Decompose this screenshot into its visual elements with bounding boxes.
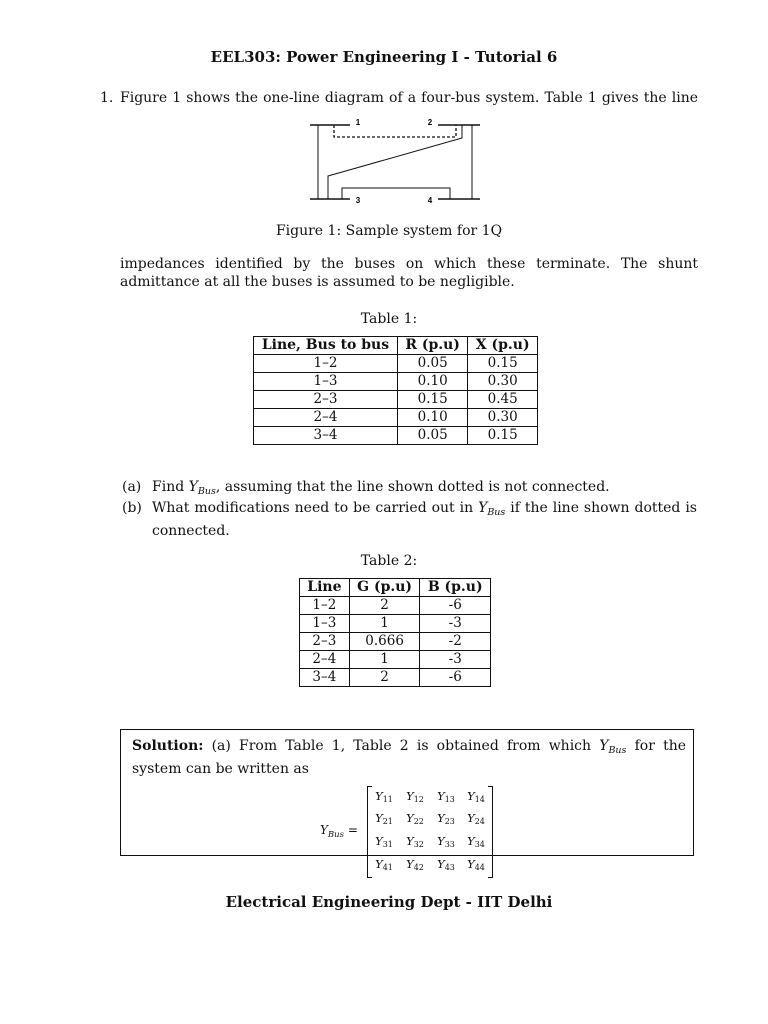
table-cell: 0.45 xyxy=(468,391,538,409)
table-row xyxy=(254,427,538,445)
page-footer: Electrical Engineering Dept - IIT Delhi xyxy=(225,893,553,911)
matrix-cell: Y11 xyxy=(375,789,393,804)
matrix-cell: Y22 xyxy=(406,811,424,826)
table-cell: -3 xyxy=(420,615,491,633)
table-cell: 2–3 xyxy=(254,391,398,409)
table-cell: 2–4 xyxy=(300,651,350,669)
table-cell: -6 xyxy=(420,669,491,687)
table-1-header: R (p.u) xyxy=(397,337,467,355)
matrix-cell: Y21 xyxy=(375,811,393,826)
question-continuation: impedances identified by the buses on which these terminate. The shunt admittance at all the buses is assumed to be negligible. xyxy=(120,256,698,290)
table-2-header: Line xyxy=(300,579,350,597)
matrix-cell: Y14 xyxy=(467,789,485,804)
table-cell: 1 xyxy=(349,615,420,633)
line-1-2-dotted xyxy=(334,125,456,137)
table-cell: 0.15 xyxy=(397,391,467,409)
table-cell: 0.15 xyxy=(468,427,538,445)
matrix-cell: Y31 xyxy=(375,834,393,849)
table-row xyxy=(300,597,491,615)
solution-text: Solution: (a) From Table 1, Table 2 is obtained from which $Y_{Bus}$ for the system can be written as xyxy=(132,738,686,777)
matrix-cell: Y34 xyxy=(467,834,485,849)
table-1-header: X (p.u) xyxy=(468,337,538,355)
table-1 xyxy=(253,336,538,445)
ybus-matrix xyxy=(367,786,493,878)
table-cell: 0.30 xyxy=(468,409,538,427)
table-row xyxy=(254,409,538,427)
matrix-cell: Y32 xyxy=(406,834,424,849)
table-1-caption: Table 1: xyxy=(360,311,418,327)
ybus-lhs: $Y_{Bus}$ = xyxy=(320,823,358,840)
table-cell: 3–4 xyxy=(300,669,350,687)
bus-label-3: 3 xyxy=(355,196,361,205)
table-cell: -2 xyxy=(420,633,491,651)
table-cell: 2–4 xyxy=(254,409,398,427)
one-line-diagram xyxy=(306,116,490,208)
table-2-header: B (p.u) xyxy=(420,579,491,597)
solution-label: Solution: xyxy=(132,738,204,754)
table-cell: 0.10 xyxy=(397,373,467,391)
page-title: EEL303: Power Engineering I - Tutorial 6 xyxy=(210,48,558,66)
part-a-text: Find $Y_{Bus}$, assuming that the line shown dotted is not connected. xyxy=(152,479,610,497)
table-row xyxy=(300,669,491,687)
table-cell: 2–3 xyxy=(300,633,350,651)
table-row xyxy=(300,615,491,633)
table-cell: -3 xyxy=(420,651,491,669)
table-cell: 0.05 xyxy=(397,355,467,373)
table-row xyxy=(254,373,538,391)
table-2-header: G (p.u) xyxy=(349,579,420,597)
question-number: 1. xyxy=(100,90,114,106)
bus-label-4: 4 xyxy=(427,196,433,205)
table-cell: 3–4 xyxy=(254,427,398,445)
table-cell: 0.15 xyxy=(468,355,538,373)
part-a-label: (a) xyxy=(122,479,142,495)
table-row xyxy=(254,355,538,373)
table-cell: 0.30 xyxy=(468,373,538,391)
table-1-header: Line, Bus to bus xyxy=(254,337,398,355)
table-cell: 1–3 xyxy=(254,373,398,391)
table-cell: 2 xyxy=(349,597,420,615)
matrix-cell: Y24 xyxy=(467,811,485,826)
figure-caption: Figure 1: Sample system for 1Q xyxy=(275,223,503,239)
part-b-label: (b) xyxy=(122,500,142,516)
matrix-cell: Y33 xyxy=(437,834,455,849)
table-cell: 2 xyxy=(349,669,420,687)
matrix-cell: Y43 xyxy=(437,857,455,872)
table-cell: 0.666 xyxy=(349,633,420,651)
table-cell: 1–2 xyxy=(300,597,350,615)
table-cell: 1–3 xyxy=(300,615,350,633)
table-2-caption: Table 2: xyxy=(360,553,418,569)
matrix-cell: Y13 xyxy=(437,789,455,804)
table-cell: 0.05 xyxy=(397,427,467,445)
question-intro-text: Figure 1 shows the one-line diagram of a four-bus system. Table 1 gives the line xyxy=(120,90,698,106)
table-cell: 1–2 xyxy=(254,355,398,373)
matrix-cell: Y23 xyxy=(437,811,455,826)
table-cell: 1 xyxy=(349,651,420,669)
matrix-cell: Y44 xyxy=(467,857,485,872)
part-b-text: What modifications need to be carried out in $Y_{Bus}$ if the line shown dotted is connected. xyxy=(152,500,697,539)
table-cell: 0.10 xyxy=(397,409,467,427)
matrix-cell: Y41 xyxy=(375,857,393,872)
table-2 xyxy=(299,578,491,687)
table-row xyxy=(254,391,538,409)
table-cell: -6 xyxy=(420,597,491,615)
matrix-cell: Y42 xyxy=(406,857,424,872)
bus-label-1: 1 xyxy=(355,118,361,127)
matrix-cell: Y12 xyxy=(406,789,424,804)
bus-label-2: 2 xyxy=(427,118,433,127)
table-row xyxy=(300,633,491,651)
table-row xyxy=(300,651,491,669)
